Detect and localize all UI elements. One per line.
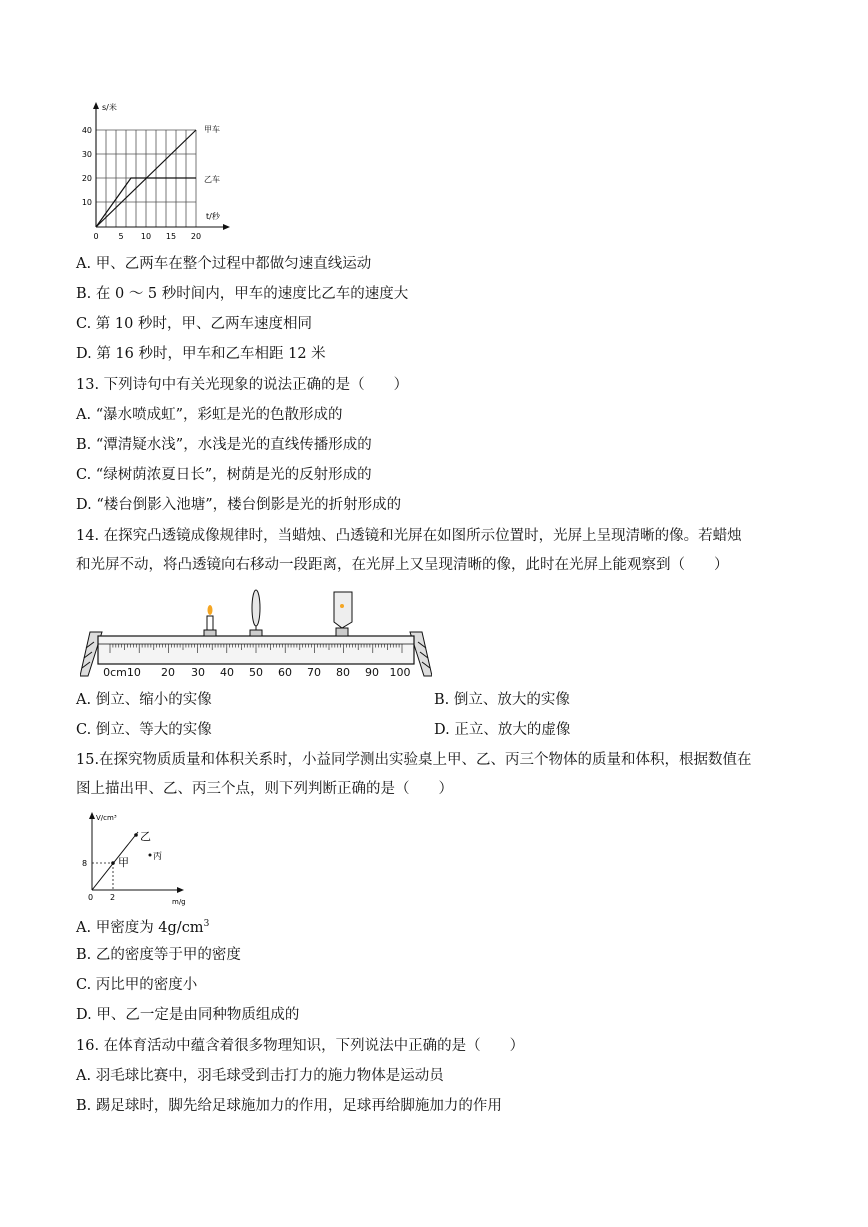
x-tick-label: 15 — [165, 232, 177, 241]
convex-lens — [250, 590, 262, 636]
bench-label: 100 — [389, 666, 411, 679]
y-tick-labels — [82, 126, 92, 207]
point-yi — [134, 833, 138, 837]
x-tick-label: 10 — [140, 232, 152, 241]
x-tick-label: 20 — [190, 232, 202, 241]
light-screen — [334, 592, 352, 636]
y-mark-label: 8 — [82, 859, 88, 868]
bench-label: 30 — [191, 666, 205, 679]
point-yi-label: 乙 — [140, 830, 151, 843]
bench-label: 60 — [278, 666, 292, 679]
q14-option-c: C. 倒立、等大的实像 — [76, 722, 212, 738]
q15-option-a-text: A. 甲密度为 4g/cm — [76, 919, 204, 936]
q15-option-b: B. 乙的密度等于甲的密度 — [76, 947, 241, 963]
point-bing — [149, 854, 152, 857]
origin-label: 0 — [88, 893, 94, 902]
bench-label: 40 — [220, 666, 234, 679]
q12-option-b: B. 在 0 ～ 5 秒时间内，甲车的速度比乙车的速度大 — [76, 286, 409, 302]
y-axis-label: s/米 — [102, 103, 117, 112]
q13-option-a: A. “瀑水喷成虹”，彩虹是光的色散形成的 — [76, 407, 343, 423]
q14-stem-line2: 和光屏不动，将凸透镜向右移动一段距离，在光屏上又呈现清晰的像，此时在光屏上能观察到（ ） — [76, 557, 729, 573]
q16-stem: 16. 在体育活动中蕴含着很多物理知识，下列说法中正确的是（ ） — [76, 1038, 525, 1054]
q15-stem-line2: 图上描出甲、乙、丙三个点，则下列判断正确的是（ ） — [76, 781, 453, 797]
line-yi-label: 乙车 — [204, 175, 220, 184]
q14-option-d: D. 正立、放大的虚像 — [434, 722, 571, 738]
bench-label: 70 — [307, 666, 321, 679]
q13-stem: 13. 下列诗句中有关光现象的说法正确的是（ ） — [76, 377, 409, 393]
q15-option-a — [76, 914, 209, 938]
q15-option-a-superscript: 3 — [203, 919, 210, 929]
y-tick-label: 30 — [81, 150, 92, 159]
candle — [204, 605, 216, 636]
q15-option-d: D. 甲、乙一定是由同种物质组成的 — [76, 1007, 300, 1023]
bench-label: 50 — [249, 666, 263, 679]
bench-label: 0cm10 — [103, 666, 141, 679]
x-axis-label: m/g — [172, 898, 186, 906]
x-mark-label: 2 — [110, 893, 116, 902]
x-tick-label: 5 — [118, 232, 124, 241]
bench-label: 20 — [161, 666, 175, 679]
y-tick-label: 10 — [81, 198, 92, 207]
y-tick-label: 40 — [81, 126, 92, 135]
q14-stem-line1: 14. 在探究凸透镜成像规律时，当蜡烛、凸透镜和光屏在如图所示位置时，光屏上呈现清晰的像。若蜡烛 — [76, 528, 742, 544]
x-tick-labels — [93, 232, 201, 241]
y-tick-label: 20 — [81, 174, 92, 183]
point-jia — [111, 861, 115, 865]
q12-option-d: D. 第 16 秒时，甲车和乙车相距 12 米 — [76, 346, 326, 362]
point-bing-label: 丙 — [153, 852, 163, 862]
bench-label: 90 — [365, 666, 379, 679]
q15-option-c: C. 丙比甲的密度小 — [76, 977, 198, 993]
q14-option-b: B. 倒立、放大的实像 — [434, 692, 570, 708]
line-jia-label: 甲车 — [204, 125, 220, 134]
q13-option-c: C. “绿树荫浓夏日长”，树荫是光的反射形成的 — [76, 467, 372, 483]
q16-option-b: B. 踢足球时，脚先给足球施加力的作用，足球再给脚施加力的作用 — [76, 1098, 502, 1114]
q12-option-a: A. 甲、乙两车在整个过程中都做匀速直线运动 — [76, 256, 372, 272]
q15-stem-line1: 15.在探究物质质量和体积关系时，小益同学测出实验桌上甲、乙、丙三个物体的质量和体积，根据数值在 — [76, 752, 752, 768]
q15-mv-graph — [80, 810, 190, 908]
y-axis-label: V/cm³ — [96, 814, 117, 822]
point-jia-label: 甲 — [118, 856, 129, 869]
x-axis-label: t/秒 — [206, 212, 220, 221]
optical-bench-diagram — [80, 588, 432, 680]
bench-label: 80 — [336, 666, 350, 679]
q14-option-a: A. 倒立、缩小的实像 — [76, 692, 212, 708]
x-tick-label: 0 — [93, 232, 99, 241]
q13-option-b: B. “潭清疑水浅”，水浅是光的直线传播形成的 — [76, 437, 372, 453]
q12-option-c: C. 第 10 秒时，甲、乙两车速度相同 — [76, 316, 312, 332]
q13-option-d: D. “楼台倒影入池塘”，楼台倒影是光的折射形成的 — [76, 497, 402, 513]
q12-st-graph — [80, 98, 240, 246]
line-jia-yi — [92, 832, 138, 890]
q16-option-a: A. 羽毛球比赛中，羽毛球受到击打力的施力物体是运动员 — [76, 1068, 444, 1084]
